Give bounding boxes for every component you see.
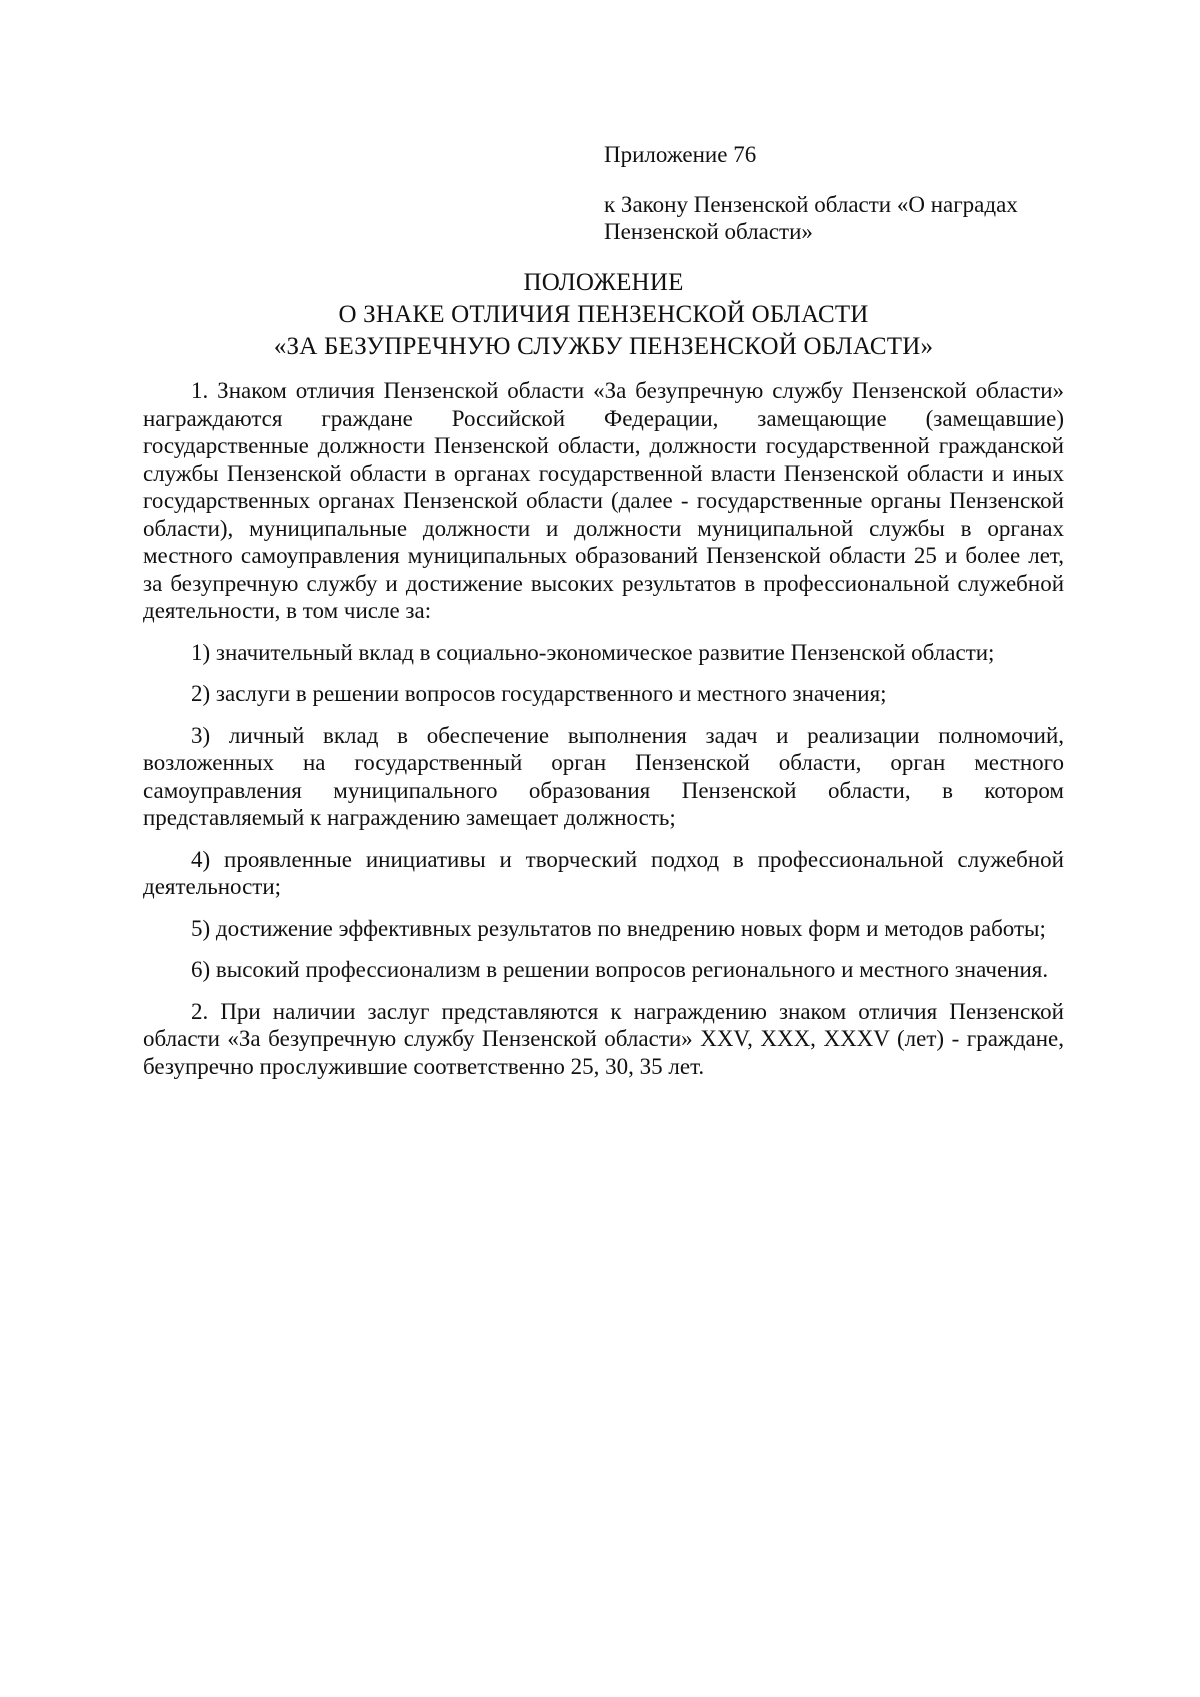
list-item-5: 5) достижение эффективных результатов по внедрению новых форм и методов работы; (191, 915, 1046, 941)
list-item-1: 1) значительный вклад в социально-экономическое развитие Пензенской области; (191, 639, 995, 665)
title-line-3: «ЗА БЕЗУПРЕЧНУЮ СЛУЖБУ ПЕНЗЕНСКОЙ ОБЛАСТИ» (273, 333, 934, 360)
paragraph-2: 2. При наличии заслуг представляются к награждению знаком отличия Пензенской области «За безупречную службу Пензенской области» XXV, XXX, XXXV (лет) - граждане, безупречно прослужившие соответственно 25, 30, 35 лет. (143, 998, 1064, 1079)
document-body (143, 377, 1064, 1094)
appendix-number: Приложение 76 (604, 142, 757, 167)
list-item-3: 3) личный вклад в обеспечение выполнения задач и реализации полномочий, возложенных на государственный орган Пензенской области, орган местного самоуправления муниципального образования Пензенской области, в котором представляемый к награждению замещает должность; (143, 722, 1064, 830)
appendix-law-reference: к Закону Пензенской области «О наградах Пензенской области» (604, 192, 1018, 244)
document-title (143, 267, 1064, 363)
list-item-4: 4) проявленные инициативы и творческий подход в профессиональной служебной деятельности; (143, 846, 1064, 899)
title-line-1: ПОЛОЖЕНИЕ (523, 269, 684, 296)
paragraph-1: 1. Знаком отличия Пензенской области «За безупречную службу Пензенской области» награждаются граждане Российской Федерации, замещающие (замещавшие) государственные должности Пензенской области, должности государственной гражданской службы Пензенской области в органах государственной власти Пензенской области и иных государственных органах Пензенской области (далее - государственные органы Пензенской области), муниципальные должности и должности муниципальной службы в органах местного самоуправления муниципальных образований Пензенской области 25 и более лет, за безупречную службу и достижение высоких результатов в профессиональной служебной деятельности, в том числе за: (143, 378, 1064, 623)
list-item-2: 2) заслуги в решении вопросов государственного и местного значения; (191, 681, 887, 706)
title-line-2: О ЗНАКЕ ОТЛИЧИЯ ПЕНЗЕНСКОЙ ОБЛАСТИ (338, 301, 869, 328)
list-item-6: 6) высокий профессионализм в решении вопросов регионального и местного значения. (191, 957, 1049, 982)
